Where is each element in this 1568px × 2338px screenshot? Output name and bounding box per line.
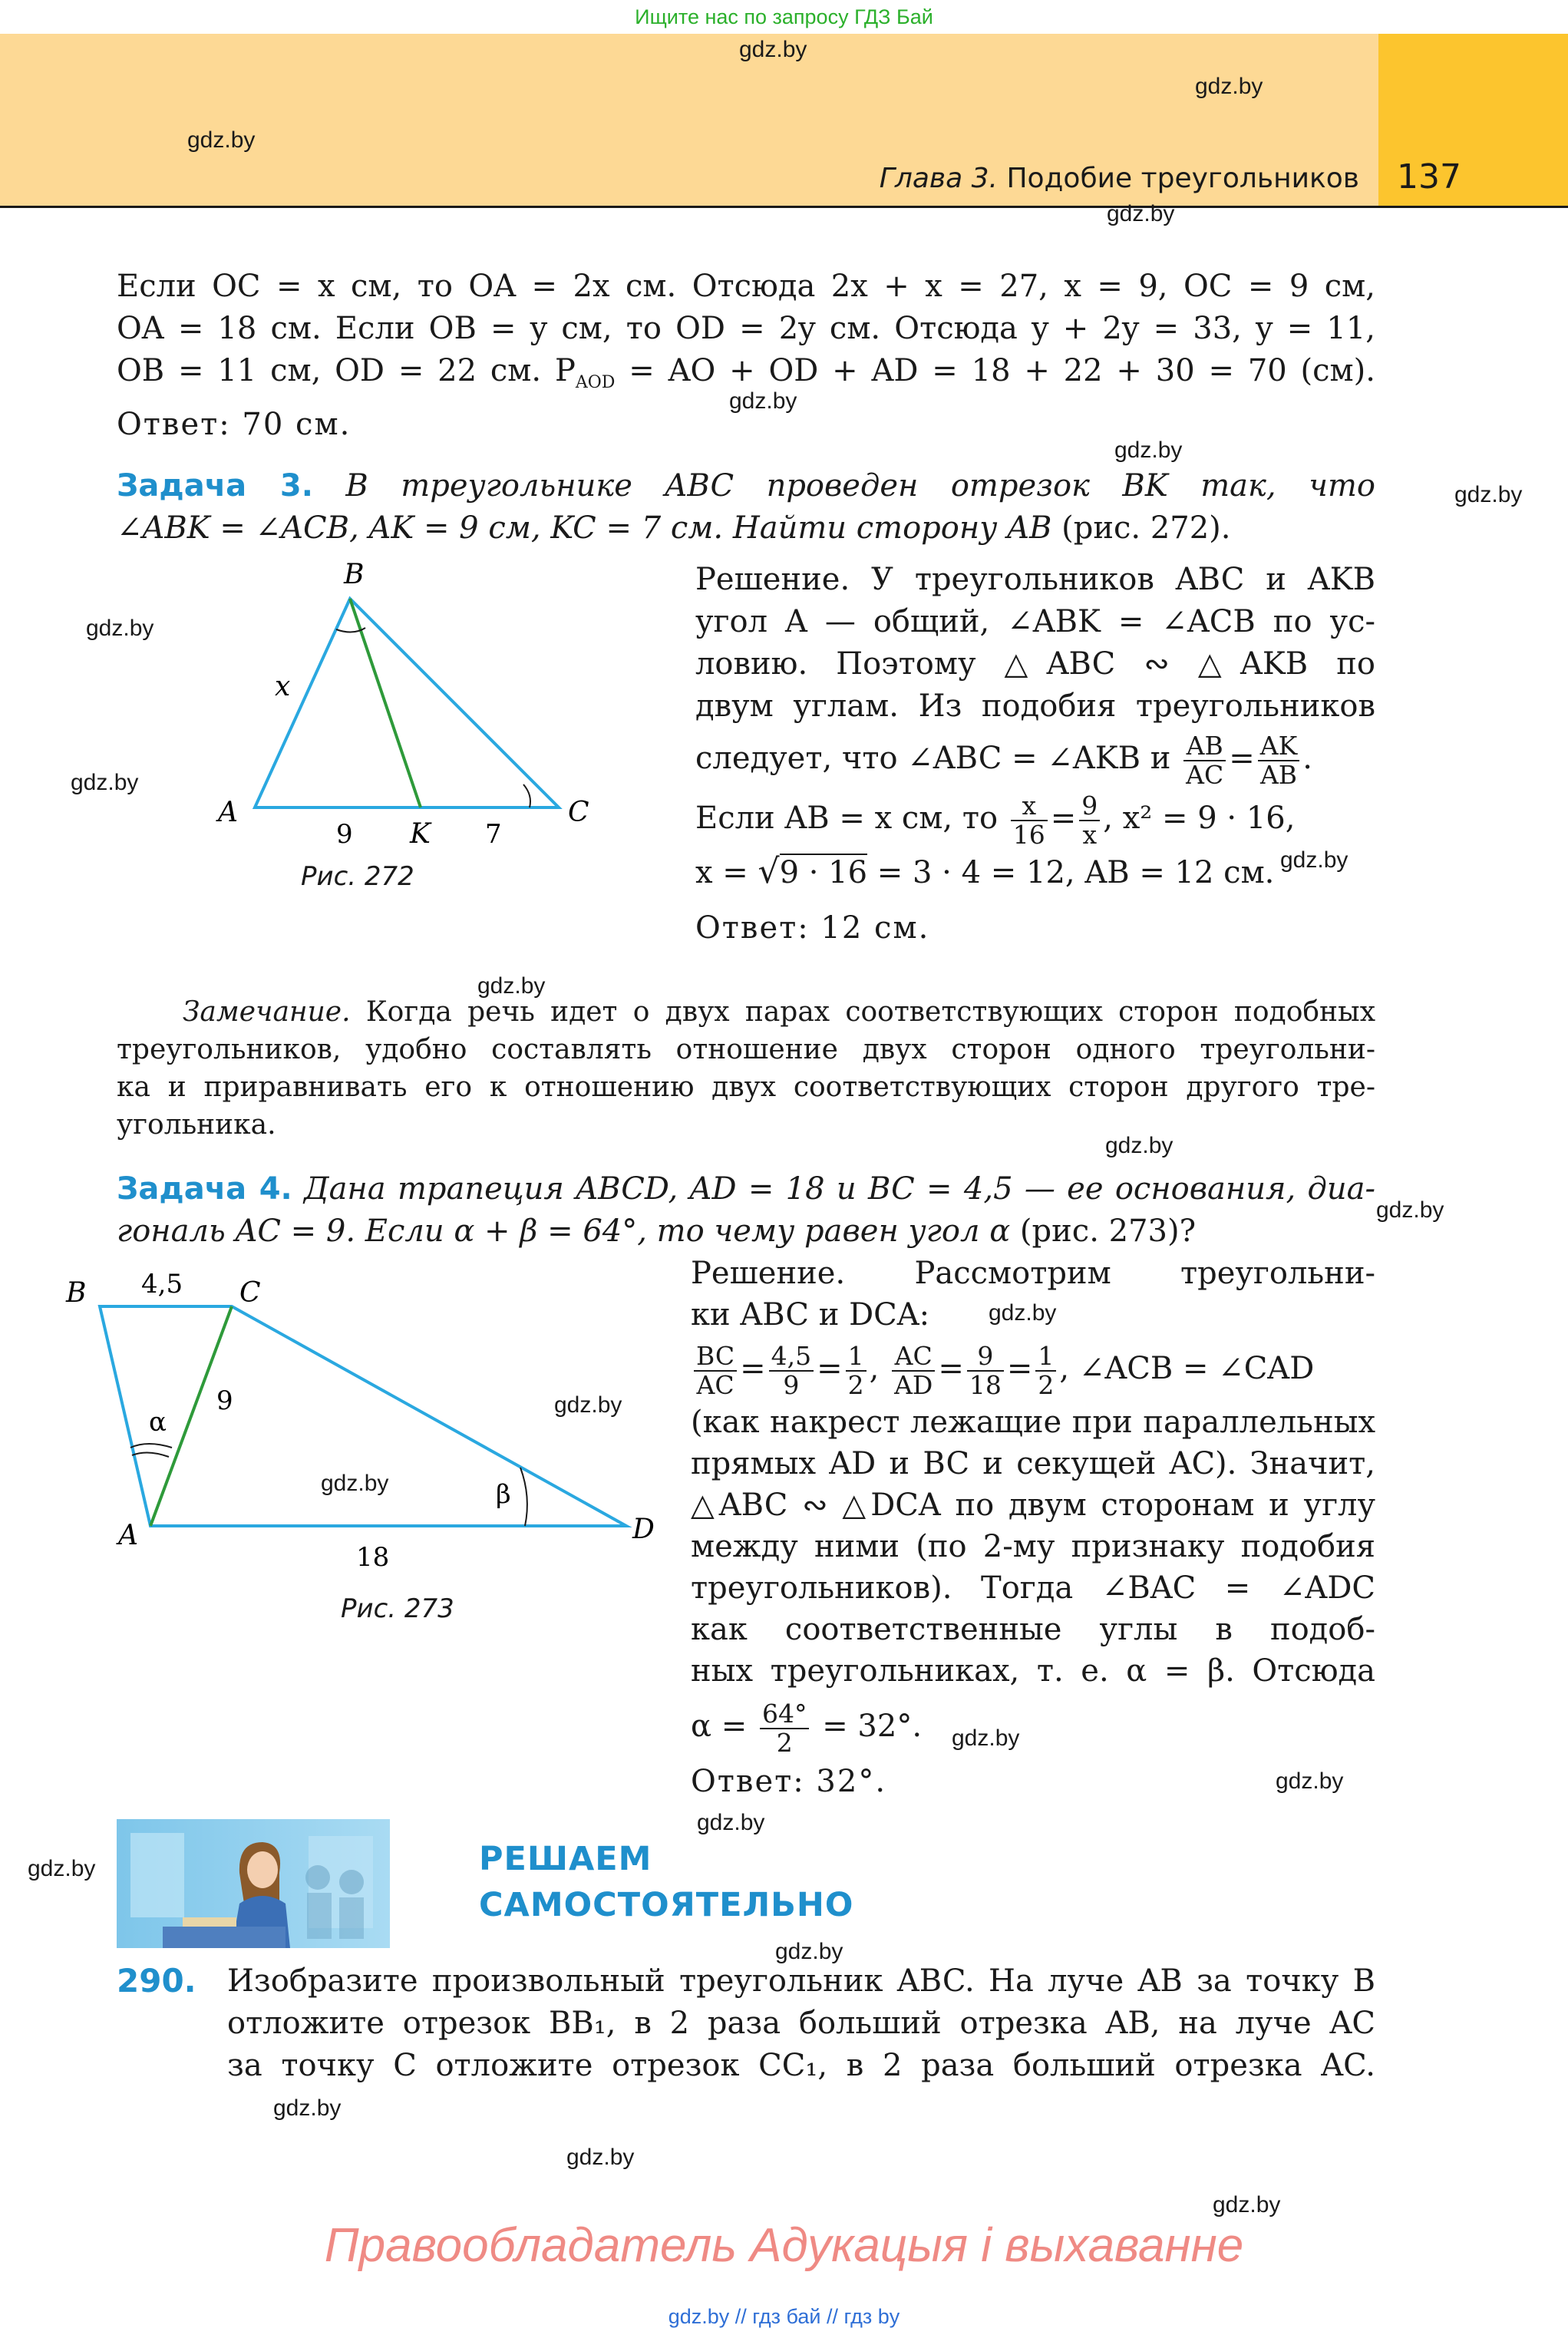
- task4-statement: [117, 1168, 1375, 1253]
- fraction: [1011, 792, 1048, 849]
- label-a: A: [218, 797, 238, 828]
- solution-line: Решение. Рассмотрим треугольни-: [691, 1256, 1375, 1291]
- solution-line: $\frac{BC}{AC}$ = $\frac{4,5}{9}$ = $\frac{1}{2}$ , $\frac{AC}{AD}$ = $\frac{9}{18}$ = $\frac{1}{2}$ , ∠ACB = ∠CAD: [691, 1336, 1375, 1402]
- solution-text: , ∠ACB = ∠CAD: [1059, 1351, 1315, 1386]
- remark-text: угольника.: [117, 1109, 276, 1141]
- fraction: [892, 1342, 935, 1399]
- triangle-abc: [255, 599, 559, 807]
- task4-heading: Задача 4.: [117, 1171, 292, 1207]
- task3-statement: [117, 465, 1375, 550]
- problem-290-number: 290.: [117, 1962, 196, 2000]
- solution-line: Если AB = x см, то $\frac{x}{16}$ = $\frac{9}{x}$ , x² = 9 · 16,: [695, 791, 1296, 850]
- solution-line: ки ABC и DCA:: [691, 1297, 930, 1332]
- intro-paragraph: [117, 266, 1375, 446]
- watermark: gdz.by: [71, 770, 139, 795]
- watermark: gdz.by: [86, 616, 154, 641]
- solution-line: ных треугольниках, т. е. α = β. Отсюда: [691, 1653, 1375, 1689]
- label-d: D: [632, 1514, 655, 1545]
- fraction: [967, 1342, 1004, 1399]
- intro-line: OA = 18 см. Если OB = y см, то OD = 2y см. Отсюда y + 2y = 33, y = 11,: [117, 311, 1375, 346]
- fraction: [1079, 792, 1100, 849]
- task4-answer: Ответ: 32°.: [691, 1764, 887, 1799]
- solution-line: треугольников). Тогда ∠BAC = ∠ADC: [691, 1570, 1375, 1606]
- remark-text: треугольников, удобно составлять отношение двух сторон одного треугольни-: [117, 1034, 1375, 1065]
- fraction-den: 18: [969, 1370, 1002, 1400]
- fraction-den: 2: [847, 1370, 864, 1400]
- fraction: [760, 1700, 810, 1757]
- watermark: gdz.by: [1114, 438, 1183, 463]
- fraction: [1035, 1342, 1056, 1399]
- solution-line: угол A — общий, ∠ABK = ∠ACB по ус-: [695, 604, 1375, 639]
- problem-290-text: [227, 1960, 1375, 2087]
- problem-line: отложите отрезок BB₁, в 2 раза больший отрезка AB, на луче AC: [227, 2006, 1375, 2041]
- trapezoid-abcd: [100, 1306, 626, 1526]
- remark: [117, 993, 1375, 1144]
- watermark: gdz.by: [1376, 1197, 1444, 1223]
- watermark: gdz.by: [739, 37, 807, 62]
- watermark: gdz.by: [321, 1471, 389, 1496]
- section-title: [479, 1836, 853, 1928]
- watermark: gdz.by: [1454, 482, 1523, 507]
- angle-beta-arc: [520, 1468, 527, 1526]
- fraction-num: 1: [846, 1342, 867, 1372]
- intro-text: = AO + OD + AD = 18 + 22 + 30 = 70 (см).: [615, 353, 1375, 388]
- watermark: gdz.by: [554, 1392, 622, 1418]
- solution-text: , x² = 9 · 16,: [1103, 801, 1296, 836]
- label-ac-length: 9: [216, 1385, 233, 1416]
- watermark: gdz.by: [1276, 1768, 1344, 1794]
- fraction-den: 2: [1038, 1370, 1055, 1400]
- fraction-den: AC: [696, 1370, 734, 1400]
- sqrt-radicand: 9 · 16: [779, 855, 868, 890]
- task3-text: ∠ABK = ∠ACB, AK = 9 см, KC = 7 см. Найти сторону AB: [117, 510, 1052, 546]
- solution-line: прямых AD и BC и секущей AC). Значит,: [691, 1446, 1375, 1481]
- chapter-name: Подобие треугольников: [1006, 163, 1359, 194]
- solution-text: следует, что ∠ABC = ∠AKB и: [695, 741, 1171, 776]
- figure-272-caption: Рис. 272: [301, 861, 414, 892]
- label-x: x: [275, 671, 291, 702]
- fraction-den: AB: [1259, 760, 1298, 790]
- section-title-line: РЕШАЕМ: [479, 1840, 652, 1878]
- fraction: [1258, 732, 1300, 789]
- label-k: K: [410, 818, 431, 850]
- fraction: [694, 1342, 737, 1399]
- solution-line: (как накрест лежащие при параллельных: [691, 1405, 1375, 1440]
- copyright: Правообладатель Адукацыя і выхаванне: [324, 2219, 1244, 2272]
- problem-line: Изобразите произвольный треугольник ABC. На луче AB за точку B: [227, 1963, 1375, 1999]
- solution-text: = 3 · 4 = 12, AB = 12 см.: [876, 855, 1275, 890]
- sqrt-sign: √: [758, 852, 780, 891]
- solution-line: как соответственные углы в подоб-: [691, 1612, 1375, 1647]
- label-kc-length: 7: [485, 819, 502, 850]
- solution-text: = 32°.: [822, 1709, 923, 1744]
- task3-answer: Ответ: 12 см.: [695, 910, 930, 946]
- watermark: gdz.by: [952, 1725, 1020, 1751]
- label-a: A: [118, 1520, 138, 1551]
- section-illustration: [117, 1819, 390, 1948]
- angle-alpha-arc-inner: [132, 1452, 169, 1457]
- label-alpha: α: [149, 1407, 167, 1438]
- section-title-line: САМОСТОЯТЕЛЬНО: [479, 1886, 854, 1924]
- label-c: C: [239, 1277, 261, 1309]
- task3-solution: [695, 559, 1375, 949]
- remark-text: ка и приравнивать его к отношению двух соответствующих сторон другого тре-: [117, 1072, 1375, 1103]
- watermark: gdz.by: [273, 2095, 342, 2121]
- task4-text: гональ AC = 9. Если α + β = 64°, то чему равен угол α: [117, 1214, 1011, 1249]
- watermark: gdz.by: [1195, 74, 1263, 99]
- footer-links[interactable]: gdz.by // гдз бай // гдз by: [668, 2305, 900, 2328]
- solution-text: α =: [691, 1709, 748, 1744]
- fraction-num: AK: [1258, 732, 1300, 761]
- fraction-den: x: [1082, 820, 1098, 850]
- fraction: [846, 1342, 867, 1399]
- fraction: [1183, 732, 1226, 789]
- task4-text: Дана трапеция ABCD, AD = 18 и BC = 4,5 — ее основания, диа-: [292, 1171, 1375, 1207]
- intro-answer: Ответ: 70 см.: [117, 407, 352, 442]
- solution-text: Если AB = x см, то: [695, 801, 999, 836]
- fraction-num: 4,5: [769, 1342, 814, 1372]
- task4-solution: [691, 1253, 1375, 1802]
- label-c: C: [568, 797, 589, 828]
- watermark: gdz.by: [566, 2145, 635, 2170]
- intro-line: [117, 350, 1375, 404]
- solution-line: △ABC ∾ △DCA по двум сторонам и углу: [691, 1488, 1375, 1523]
- watermark: gdz.by: [187, 127, 256, 153]
- solution-text: x =: [695, 855, 748, 890]
- fraction-den: AC: [1186, 760, 1224, 790]
- fraction-num: x: [1011, 792, 1048, 821]
- fraction-den: 16: [1012, 820, 1045, 850]
- fraction-den: 9: [783, 1370, 800, 1400]
- figure-273-caption: Рис. 273: [341, 1593, 454, 1624]
- intro-text: OB = 11 см, OD = 22 см. P: [117, 353, 576, 388]
- task3-ref: (рис. 272).: [1051, 510, 1231, 546]
- solution-line: следует, что ∠ABC = ∠AKB и $\frac{AB}{AC}$ = $\frac{AK}{AB}$ .: [695, 731, 1312, 790]
- equals: =: [1229, 741, 1255, 776]
- task3-text: В треугольнике ABC проведен отрезок BK так, что: [312, 468, 1375, 504]
- watermark: gdz.by: [28, 1856, 96, 1881]
- chapter-title: [880, 163, 1359, 194]
- top-banner[interactable]: Ищите нас по запросу ГДЗ Бай: [635, 5, 933, 28]
- solution-line: между ними (по 2-му признаку подобия: [691, 1529, 1375, 1564]
- angle-alpha-arc: [130, 1444, 172, 1448]
- fraction-num: 64°: [760, 1700, 810, 1729]
- watermark: gdz.by: [1280, 847, 1348, 873]
- watermark: gdz.by: [1105, 1133, 1174, 1158]
- watermark: gdz.by: [477, 973, 546, 999]
- watermark: gdz.by: [1107, 201, 1175, 226]
- watermark: gdz.by: [697, 1810, 765, 1835]
- label-ak-length: 9: [336, 819, 353, 850]
- solution-line: ловию. Поэтому △ABC ∾ △AKB по: [695, 646, 1375, 682]
- fraction-num: BC: [694, 1342, 737, 1372]
- task3-heading: Задача 3.: [117, 468, 313, 504]
- watermark: gdz.by: [989, 1300, 1057, 1326]
- solution-line: Решение. У треугольников ABC и AKB: [695, 562, 1375, 597]
- label-bc-length: 4,5: [141, 1269, 183, 1299]
- remark-text: Когда речь идет о двух парах соответствующих сторон подобных: [350, 996, 1375, 1028]
- fraction-den: 2: [776, 1728, 793, 1758]
- page-number: 137: [1397, 157, 1461, 196]
- task4-ref: (рис. 273)?: [1010, 1214, 1197, 1249]
- fraction-num: AB: [1183, 732, 1226, 761]
- fraction: [769, 1342, 814, 1399]
- label-ad-length: 18: [356, 1542, 390, 1573]
- remark-label: Замечание.: [183, 996, 351, 1028]
- angle-acb-arc: [523, 784, 530, 807]
- solution-line: [695, 847, 1375, 897]
- label-beta: β: [496, 1479, 511, 1510]
- problem-line: за точку C отложите отрезок CC₁, в 2 раза больший отрезка AC.: [227, 2048, 1375, 2083]
- fraction-num: 1: [1035, 1342, 1056, 1372]
- label-b: B: [344, 560, 365, 590]
- label-b: B: [66, 1277, 87, 1309]
- perimeter-subscript: AOD: [575, 373, 616, 392]
- fraction-num: 9: [967, 1342, 1004, 1372]
- fraction-num: AC: [892, 1342, 935, 1372]
- solution-line: [691, 1692, 1375, 1761]
- fraction-num: 9: [1079, 792, 1100, 821]
- watermark: gdz.by: [1213, 2192, 1281, 2217]
- watermark: gdz.by: [775, 1939, 843, 1964]
- intro-line: Если OC = x см, то OA = 2x см. Отсюда 2x + x = 27, x = 9, OC = 9 см,: [117, 269, 1375, 304]
- chapter-label: Глава 3.: [879, 163, 998, 194]
- solution-line: двум углам. Из подобия треугольников: [695, 689, 1375, 724]
- fraction-den: AD: [894, 1370, 933, 1400]
- watermark: gdz.by: [729, 388, 797, 414]
- figure-272: [207, 560, 606, 852]
- figure-273: [61, 1266, 675, 1589]
- header-rule: [0, 206, 1568, 208]
